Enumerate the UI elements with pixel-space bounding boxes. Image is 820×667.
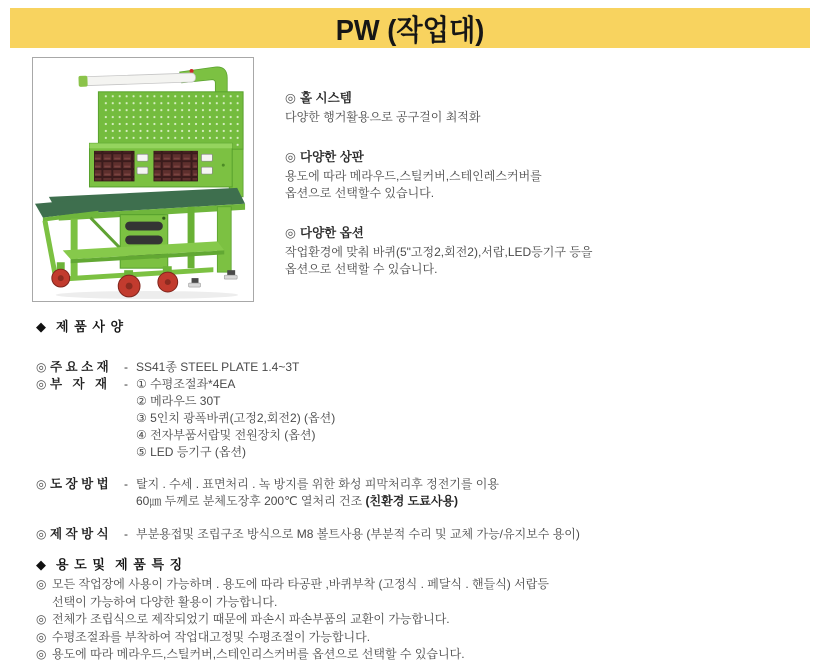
feature-title: ◎ 홀 시스템 [285,91,352,105]
usage-bullet [36,611,796,629]
ring-bullet-icon: ◎ [36,477,47,491]
feature-hole-system [285,90,765,127]
ring-bullet-icon: ◎ [36,377,47,391]
spec-row-material [36,359,796,376]
diamond-icon: ◆ [36,557,46,572]
page-title: PW (작업대) [335,14,485,47]
spec-value: 60㎛ 두께로 분체도장후 200℃ 열처리 건조 (친환경 도료사용) [136,494,459,508]
feature-desc-line: 작업환경에 맞춰 바퀴(5"고정2,회전2),서랍,LED등기구 등을 [285,244,593,259]
feature-title: ◎ 다양한 옵션 [285,225,364,240]
feature-list [285,90,765,301]
spec-value: ⑤ LED 등기구 (옵션) [136,445,247,459]
feature-desc-line: 다양한 행거활용으로 공구걸이 최적화 [285,110,481,124]
header-bar [10,8,810,48]
usage-line: 선택이 가능하여 다양한 활용이 가능합니다. [52,594,278,609]
feature-desc-line: 옵션으로 선택할 수 있습니다. [285,262,438,276]
feature-options [285,225,765,279]
spec-value: 부분용접및 조립구조 방식으로 M8 볼트사용 (부분적 수리 및 교체 가능/유지보수 용이) [136,527,580,541]
spec-label: 도 장 방 법 [50,477,109,491]
spec-value: ① 수평조절좌*4EA [136,377,236,391]
ring-bullet-icon: ◎ [36,647,47,661]
ring-bullet-icon: ◎ [36,360,47,374]
usage-bullet [36,646,796,664]
feature-title: ◎ 다양한 상판 [285,149,364,164]
spec-value: ④ 전자부품서랍및 전원장치 (옵션) [136,428,316,442]
dash-separator: - [124,360,128,374]
spec-row-painting [36,476,796,510]
spec-label: 제 작 방 식 [50,527,109,541]
dash-separator: - [124,527,128,541]
usage-bullet [36,576,796,611]
spec-label: 주 요 소 재 [50,360,109,374]
feature-desc-line: 옵션으로 선택할수 있습니다. [285,186,435,200]
usage-heading: ◆ 용 도 및 제 품 특 징 [36,557,184,572]
usage-line: 용도에 따라 메라우드,스틸커버,스테인리스커버를 옵션으로 선택할 수 있습니다. [52,647,465,661]
spec-label: 부 자 재 [50,377,108,391]
spec-row-parts [36,376,796,461]
ring-bullet-icon: ◎ [36,527,47,541]
ring-bullet-icon: ◎ [285,225,296,240]
spec-value: 탈지 . 수세 . 표면처리 . 녹 방지를 위한 화성 피막처리후 정전기를 이용 [136,477,499,491]
feature-tops [285,149,765,203]
spec-section [36,318,796,664]
spec-value: ② 메라우드 30T [136,394,221,408]
spec-value: SS41종 STEEL PLATE 1.4~3T [136,360,300,374]
usage-line: 모든 작업장에 사용이 가능하며 . 용도에 따라 타공판 ,바퀴부착 (고정식 . 페달식 . 핸들식) 서랍등 [52,577,549,591]
diamond-icon: ◆ [36,319,46,334]
dash-separator: - [124,477,128,491]
spec-row-fabrication [36,526,796,543]
product-image [32,57,254,302]
spec-value: ③ 5인치 광폭바퀴(고정2,회전2) (옵션) [136,411,336,425]
ring-bullet-icon: ◎ [36,612,47,626]
ring-bullet-icon: ◎ [36,577,47,591]
feature-desc-line: 용도에 따라 메라우드,스틸커버,스테인레스커버를 [285,168,542,183]
usage-line: 전체가 조립식으로 제작되었기 때문에 파손시 파손부품의 교환이 가능합니다. [52,612,450,626]
usage-line: 수평조절좌를 부착하여 작업대고정및 수평조절이 가능합니다. [52,629,371,644]
eco-paint-note: (친환경 도료사용) [365,494,459,508]
ring-bullet-icon: ◎ [36,629,47,644]
usage-bullet [36,629,796,647]
spec-heading: ◆ 제 품 사 양 [36,319,125,334]
dash-separator: - [124,377,128,391]
ring-bullet-icon: ◎ [285,91,296,105]
workbench-illustration [33,58,253,301]
ring-bullet-icon: ◎ [285,149,296,164]
